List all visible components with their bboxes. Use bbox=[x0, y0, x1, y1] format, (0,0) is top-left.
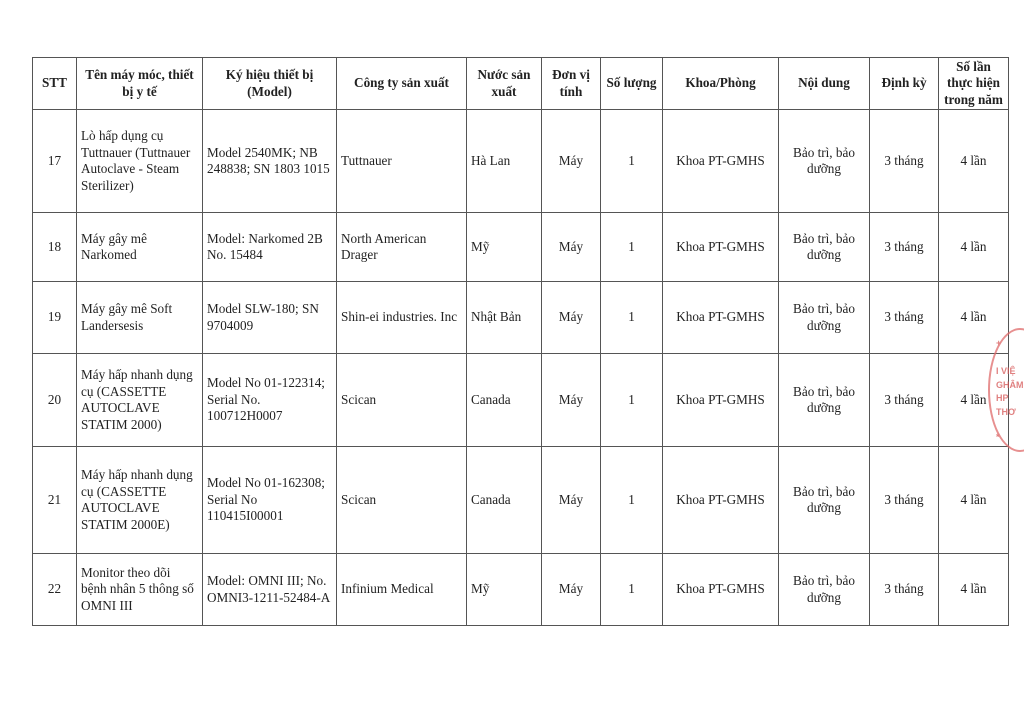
cell-stt: 17 bbox=[33, 110, 77, 213]
stamp-text: THƠ bbox=[996, 407, 1016, 417]
header-times-per-year: Số lần thực hiện trong năm bbox=[939, 58, 1009, 110]
cell-quantity: 1 bbox=[601, 213, 663, 282]
header-period: Định kỳ bbox=[870, 58, 939, 110]
cell-manufacturer: Shin-ei industries. Inc bbox=[337, 282, 467, 354]
cell-unit: Máy bbox=[542, 554, 601, 626]
cell-quantity: 1 bbox=[601, 282, 663, 354]
cell-times-per-year: 4 lần bbox=[939, 554, 1009, 626]
header-unit: Đơn vị tính bbox=[542, 58, 601, 110]
cell-period: 3 tháng bbox=[870, 213, 939, 282]
stamp-text: GHÂM bbox=[996, 380, 1024, 390]
cell-device-name: Máy hấp nhanh dụng cụ (CASSETTE AUTOCLAVE STATIM 2000E) bbox=[77, 447, 203, 554]
cell-country: Canada bbox=[467, 354, 542, 447]
cell-unit: Máy bbox=[542, 282, 601, 354]
table-row bbox=[33, 282, 1009, 354]
cell-model: Model No 01-122314; Serial No. 100712H0007 bbox=[203, 354, 337, 447]
cell-stt: 22 bbox=[33, 554, 77, 626]
cell-department: Khoa PT-GMHS bbox=[663, 213, 779, 282]
cell-period: 3 tháng bbox=[870, 447, 939, 554]
cell-quantity: 1 bbox=[601, 354, 663, 447]
cell-device-name: Máy hấp nhanh dụng cụ (CASSETTE AUTOCLAVE STATIM 2000) bbox=[77, 354, 203, 447]
cell-country: Mỹ bbox=[467, 554, 542, 626]
cell-unit: Máy bbox=[542, 213, 601, 282]
header-device-name: Tên máy móc, thiết bị y tế bbox=[77, 58, 203, 110]
cell-manufacturer: Infinium Medical bbox=[337, 554, 467, 626]
cell-unit: Máy bbox=[542, 447, 601, 554]
cell-stt: 18 bbox=[33, 213, 77, 282]
table-row bbox=[33, 110, 1009, 213]
cell-times-per-year: 4 lần bbox=[939, 282, 1009, 354]
cell-manufacturer: Scican bbox=[337, 354, 467, 447]
cell-content: Bảo trì, bảo dưỡng bbox=[779, 110, 870, 213]
table-row bbox=[33, 554, 1009, 626]
cell-period: 3 tháng bbox=[870, 354, 939, 447]
header-content: Nội dung bbox=[779, 58, 870, 110]
stamp-text: I VIỆ bbox=[996, 366, 1016, 376]
cell-device-name: Lò hấp dụng cụ Tuttnauer (Tuttnauer Autoclave - Steam Sterilizer) bbox=[77, 110, 203, 213]
cell-model: Model 2540MK; NB 248838; SN 1803 1015 bbox=[203, 110, 337, 213]
cell-manufacturer: Tuttnauer bbox=[337, 110, 467, 213]
cell-unit: Máy bbox=[542, 110, 601, 213]
cell-content: Bảo trì, bảo dưỡng bbox=[779, 354, 870, 447]
cell-device-name: Máy gây mê Narkomed bbox=[77, 213, 203, 282]
table-row bbox=[33, 354, 1009, 447]
cell-stt: 21 bbox=[33, 447, 77, 554]
cell-manufacturer: Scican bbox=[337, 447, 467, 554]
cell-stt: 20 bbox=[33, 354, 77, 447]
cell-quantity: 1 bbox=[601, 110, 663, 213]
stamp-text: HP bbox=[996, 393, 1009, 403]
header-model: Ký hiệu thiết bị (Model) bbox=[203, 58, 337, 110]
cell-quantity: 1 bbox=[601, 554, 663, 626]
header-quantity: Số lượng bbox=[601, 58, 663, 110]
cell-unit: Máy bbox=[542, 354, 601, 447]
cell-department: Khoa PT-GMHS bbox=[663, 554, 779, 626]
cell-department: Khoa PT-GMHS bbox=[663, 354, 779, 447]
cell-model: Model No 01-162308; Serial No 110415I00001 bbox=[203, 447, 337, 554]
cell-content: Bảo trì, bảo dưỡng bbox=[779, 282, 870, 354]
cell-country: Mỹ bbox=[467, 213, 542, 282]
header-department: Khoa/Phòng bbox=[663, 58, 779, 110]
cell-model: Model: Narkomed 2B No. 15484 bbox=[203, 213, 337, 282]
cell-content: Bảo trì, bảo dưỡng bbox=[779, 447, 870, 554]
table-header-row bbox=[33, 58, 1009, 110]
cell-model: Model: OMNI III; No. OMNI3-1211-52484-A bbox=[203, 554, 337, 626]
cell-department: Khoa PT-GMHS bbox=[663, 447, 779, 554]
cell-period: 3 tháng bbox=[870, 554, 939, 626]
cell-content: Bảo trì, bảo dưỡng bbox=[779, 554, 870, 626]
cell-times-per-year: 4 lần bbox=[939, 110, 1009, 213]
cell-device-name: Monitor theo dõi bệnh nhân 5 thông số OMNI III bbox=[77, 554, 203, 626]
cell-department: Khoa PT-GMHS bbox=[663, 110, 779, 213]
table-row bbox=[33, 213, 1009, 282]
cell-quantity: 1 bbox=[601, 447, 663, 554]
cell-stt: 19 bbox=[33, 282, 77, 354]
header-manufacturer: Công ty sản xuất bbox=[337, 58, 467, 110]
header-stt: STT bbox=[33, 58, 77, 110]
cell-manufacturer: North American Drager bbox=[337, 213, 467, 282]
cell-content: Bảo trì, bảo dưỡng bbox=[779, 213, 870, 282]
cell-period: 3 tháng bbox=[870, 110, 939, 213]
table-row bbox=[33, 447, 1009, 554]
cell-country: Canada bbox=[467, 447, 542, 554]
header-country: Nước sản xuất bbox=[467, 58, 542, 110]
cell-department: Khoa PT-GMHS bbox=[663, 282, 779, 354]
stamp-text: * bbox=[996, 432, 1000, 442]
cell-times-per-year: 4 lần bbox=[939, 213, 1009, 282]
stamp-text: + bbox=[996, 338, 1002, 348]
cell-country: Nhật Bản bbox=[467, 282, 542, 354]
cell-country: Hà Lan bbox=[467, 110, 542, 213]
cell-period: 3 tháng bbox=[870, 282, 939, 354]
cell-device-name: Máy gây mê Soft Landersesis bbox=[77, 282, 203, 354]
cell-times-per-year: 4 lần bbox=[939, 354, 1009, 447]
equipment-table bbox=[32, 57, 1009, 626]
cell-times-per-year: 4 lần bbox=[939, 447, 1009, 554]
cell-model: Model SLW-180; SN 9704009 bbox=[203, 282, 337, 354]
